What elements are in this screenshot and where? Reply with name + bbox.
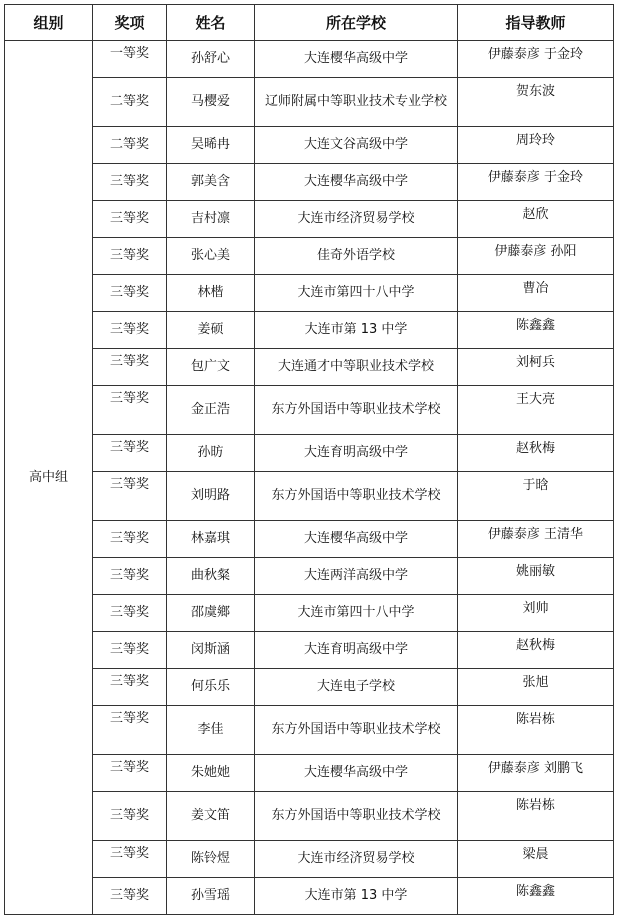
school-cell: 佳奇外语学校 xyxy=(255,238,458,275)
table-row xyxy=(5,669,614,706)
name-cell: 林楷 xyxy=(167,275,255,312)
name-cell: 林嘉琪 xyxy=(167,521,255,558)
table-row xyxy=(5,878,614,915)
teacher-cell: 陈鑫鑫 xyxy=(458,878,614,915)
table-row xyxy=(5,706,614,755)
award-cell: 三等奖 xyxy=(93,558,167,595)
table-row xyxy=(5,386,614,435)
school-cell: 大连樱华高级中学 xyxy=(255,521,458,558)
table-row xyxy=(5,595,614,632)
school-cell: 大连市第 13 中学 xyxy=(255,312,458,349)
school-cell: 东方外国语中等职业技术学校 xyxy=(255,706,458,755)
teacher-cell: 伊藤泰彦 于金玲 xyxy=(458,41,614,78)
award-cell: 三等奖 xyxy=(93,595,167,632)
award-cell: 一等奖 xyxy=(93,41,167,78)
name-cell: 郭美含 xyxy=(167,164,255,201)
table-row xyxy=(5,472,614,521)
name-cell: 姜硕 xyxy=(167,312,255,349)
header-teacher: 指导教师 xyxy=(458,5,614,41)
table-row xyxy=(5,521,614,558)
school-cell: 大连电子学校 xyxy=(255,669,458,706)
table-row xyxy=(5,349,614,386)
table-row xyxy=(5,41,614,78)
teacher-cell: 于晗 xyxy=(458,472,614,521)
name-cell: 何乐乐 xyxy=(167,669,255,706)
teacher-cell: 赵秋梅 xyxy=(458,632,614,669)
school-cell: 大连市第四十八中学 xyxy=(255,275,458,312)
award-cell: 三等奖 xyxy=(93,792,167,841)
name-cell: 包广文 xyxy=(167,349,255,386)
school-cell: 大连文谷高级中学 xyxy=(255,127,458,164)
teacher-cell: 伊藤泰彦 王清华 xyxy=(458,521,614,558)
award-cell: 三等奖 xyxy=(93,275,167,312)
award-table xyxy=(4,4,614,915)
teacher-cell: 刘柯兵 xyxy=(458,349,614,386)
table-row xyxy=(5,238,614,275)
award-cell: 三等奖 xyxy=(93,632,167,669)
school-cell: 大连市第四十八中学 xyxy=(255,595,458,632)
name-cell: 朱她她 xyxy=(167,755,255,792)
name-cell: 陈铃煜 xyxy=(167,841,255,878)
name-cell: 孙昉 xyxy=(167,435,255,472)
school-cell: 大连育明高级中学 xyxy=(255,435,458,472)
award-cell: 三等奖 xyxy=(93,521,167,558)
award-cell: 三等奖 xyxy=(93,201,167,238)
teacher-cell: 王大亮 xyxy=(458,386,614,435)
school-cell: 东方外国语中等职业技术学校 xyxy=(255,472,458,521)
school-cell: 东方外国语中等职业技术学校 xyxy=(255,386,458,435)
table-row xyxy=(5,755,614,792)
name-cell: 张心美 xyxy=(167,238,255,275)
school-cell: 大连樱华高级中学 xyxy=(255,164,458,201)
name-cell: 姜文笛 xyxy=(167,792,255,841)
table-row xyxy=(5,841,614,878)
school-cell: 大连两洋高级中学 xyxy=(255,558,458,595)
table-row xyxy=(5,632,614,669)
teacher-cell: 伊藤泰彦 孙阳 xyxy=(458,238,614,275)
table-row xyxy=(5,127,614,164)
table-row xyxy=(5,275,614,312)
teacher-cell: 曹冶 xyxy=(458,275,614,312)
name-cell: 李佳 xyxy=(167,706,255,755)
table-row xyxy=(5,792,614,841)
teacher-cell: 伊藤泰彦 于金玲 xyxy=(458,164,614,201)
award-cell: 三等奖 xyxy=(93,386,167,435)
teacher-cell: 周玲玲 xyxy=(458,127,614,164)
table-row xyxy=(5,435,614,472)
header-name: 姓名 xyxy=(167,5,255,41)
award-cell: 三等奖 xyxy=(93,669,167,706)
name-cell: 马樱爱 xyxy=(167,78,255,127)
name-cell: 孙雪瑶 xyxy=(167,878,255,915)
award-cell: 三等奖 xyxy=(93,164,167,201)
header-group: 组别 xyxy=(5,5,93,41)
award-cell: 三等奖 xyxy=(93,878,167,915)
table-row xyxy=(5,312,614,349)
teacher-cell: 陈岩栋 xyxy=(458,706,614,755)
school-cell: 大连市经济贸易学校 xyxy=(255,841,458,878)
award-cell: 三等奖 xyxy=(93,472,167,521)
teacher-cell: 赵欣 xyxy=(458,201,614,238)
header-school: 所在学校 xyxy=(255,5,458,41)
award-cell: 三等奖 xyxy=(93,349,167,386)
award-cell: 二等奖 xyxy=(93,127,167,164)
name-cell: 闵斯涵 xyxy=(167,632,255,669)
award-cell: 二等奖 xyxy=(93,78,167,127)
school-cell: 大连育明高级中学 xyxy=(255,632,458,669)
table-row xyxy=(5,164,614,201)
teacher-cell: 伊藤泰彦 刘鹏飞 xyxy=(458,755,614,792)
school-cell: 大连市第 13 中学 xyxy=(255,878,458,915)
header-award: 奖项 xyxy=(93,5,167,41)
award-cell: 三等奖 xyxy=(93,435,167,472)
teacher-cell: 陈岩栋 xyxy=(458,792,614,841)
header-row xyxy=(5,5,614,41)
table-row xyxy=(5,78,614,127)
school-cell: 大连通才中等职业技术学校 xyxy=(255,349,458,386)
table-row xyxy=(5,558,614,595)
teacher-cell: 陈鑫鑫 xyxy=(458,312,614,349)
table-row xyxy=(5,201,614,238)
award-cell: 三等奖 xyxy=(93,841,167,878)
school-cell: 大连樱华高级中学 xyxy=(255,755,458,792)
award-cell: 三等奖 xyxy=(93,312,167,349)
award-cell: 三等奖 xyxy=(93,706,167,755)
teacher-cell: 梁晨 xyxy=(458,841,614,878)
teacher-cell: 赵秋梅 xyxy=(458,435,614,472)
school-cell: 东方外国语中等职业技术学校 xyxy=(255,792,458,841)
school-cell: 辽师附属中等职业技术专业学校 xyxy=(255,78,458,127)
group-cell: 高中组 xyxy=(5,41,93,915)
teacher-cell: 刘帅 xyxy=(458,595,614,632)
name-cell: 吉村凛 xyxy=(167,201,255,238)
school-cell: 大连市经济贸易学校 xyxy=(255,201,458,238)
name-cell: 金正浩 xyxy=(167,386,255,435)
teacher-cell: 姚丽敏 xyxy=(458,558,614,595)
award-cell: 三等奖 xyxy=(93,755,167,792)
name-cell: 吴晞冉 xyxy=(167,127,255,164)
teacher-cell: 贺东波 xyxy=(458,78,614,127)
name-cell: 刘明路 xyxy=(167,472,255,521)
name-cell: 邵虞鄉 xyxy=(167,595,255,632)
name-cell: 孙舒心 xyxy=(167,41,255,78)
school-cell: 大连樱华高级中学 xyxy=(255,41,458,78)
name-cell: 曲秋粲 xyxy=(167,558,255,595)
teacher-cell: 张旭 xyxy=(458,669,614,706)
award-cell: 三等奖 xyxy=(93,238,167,275)
